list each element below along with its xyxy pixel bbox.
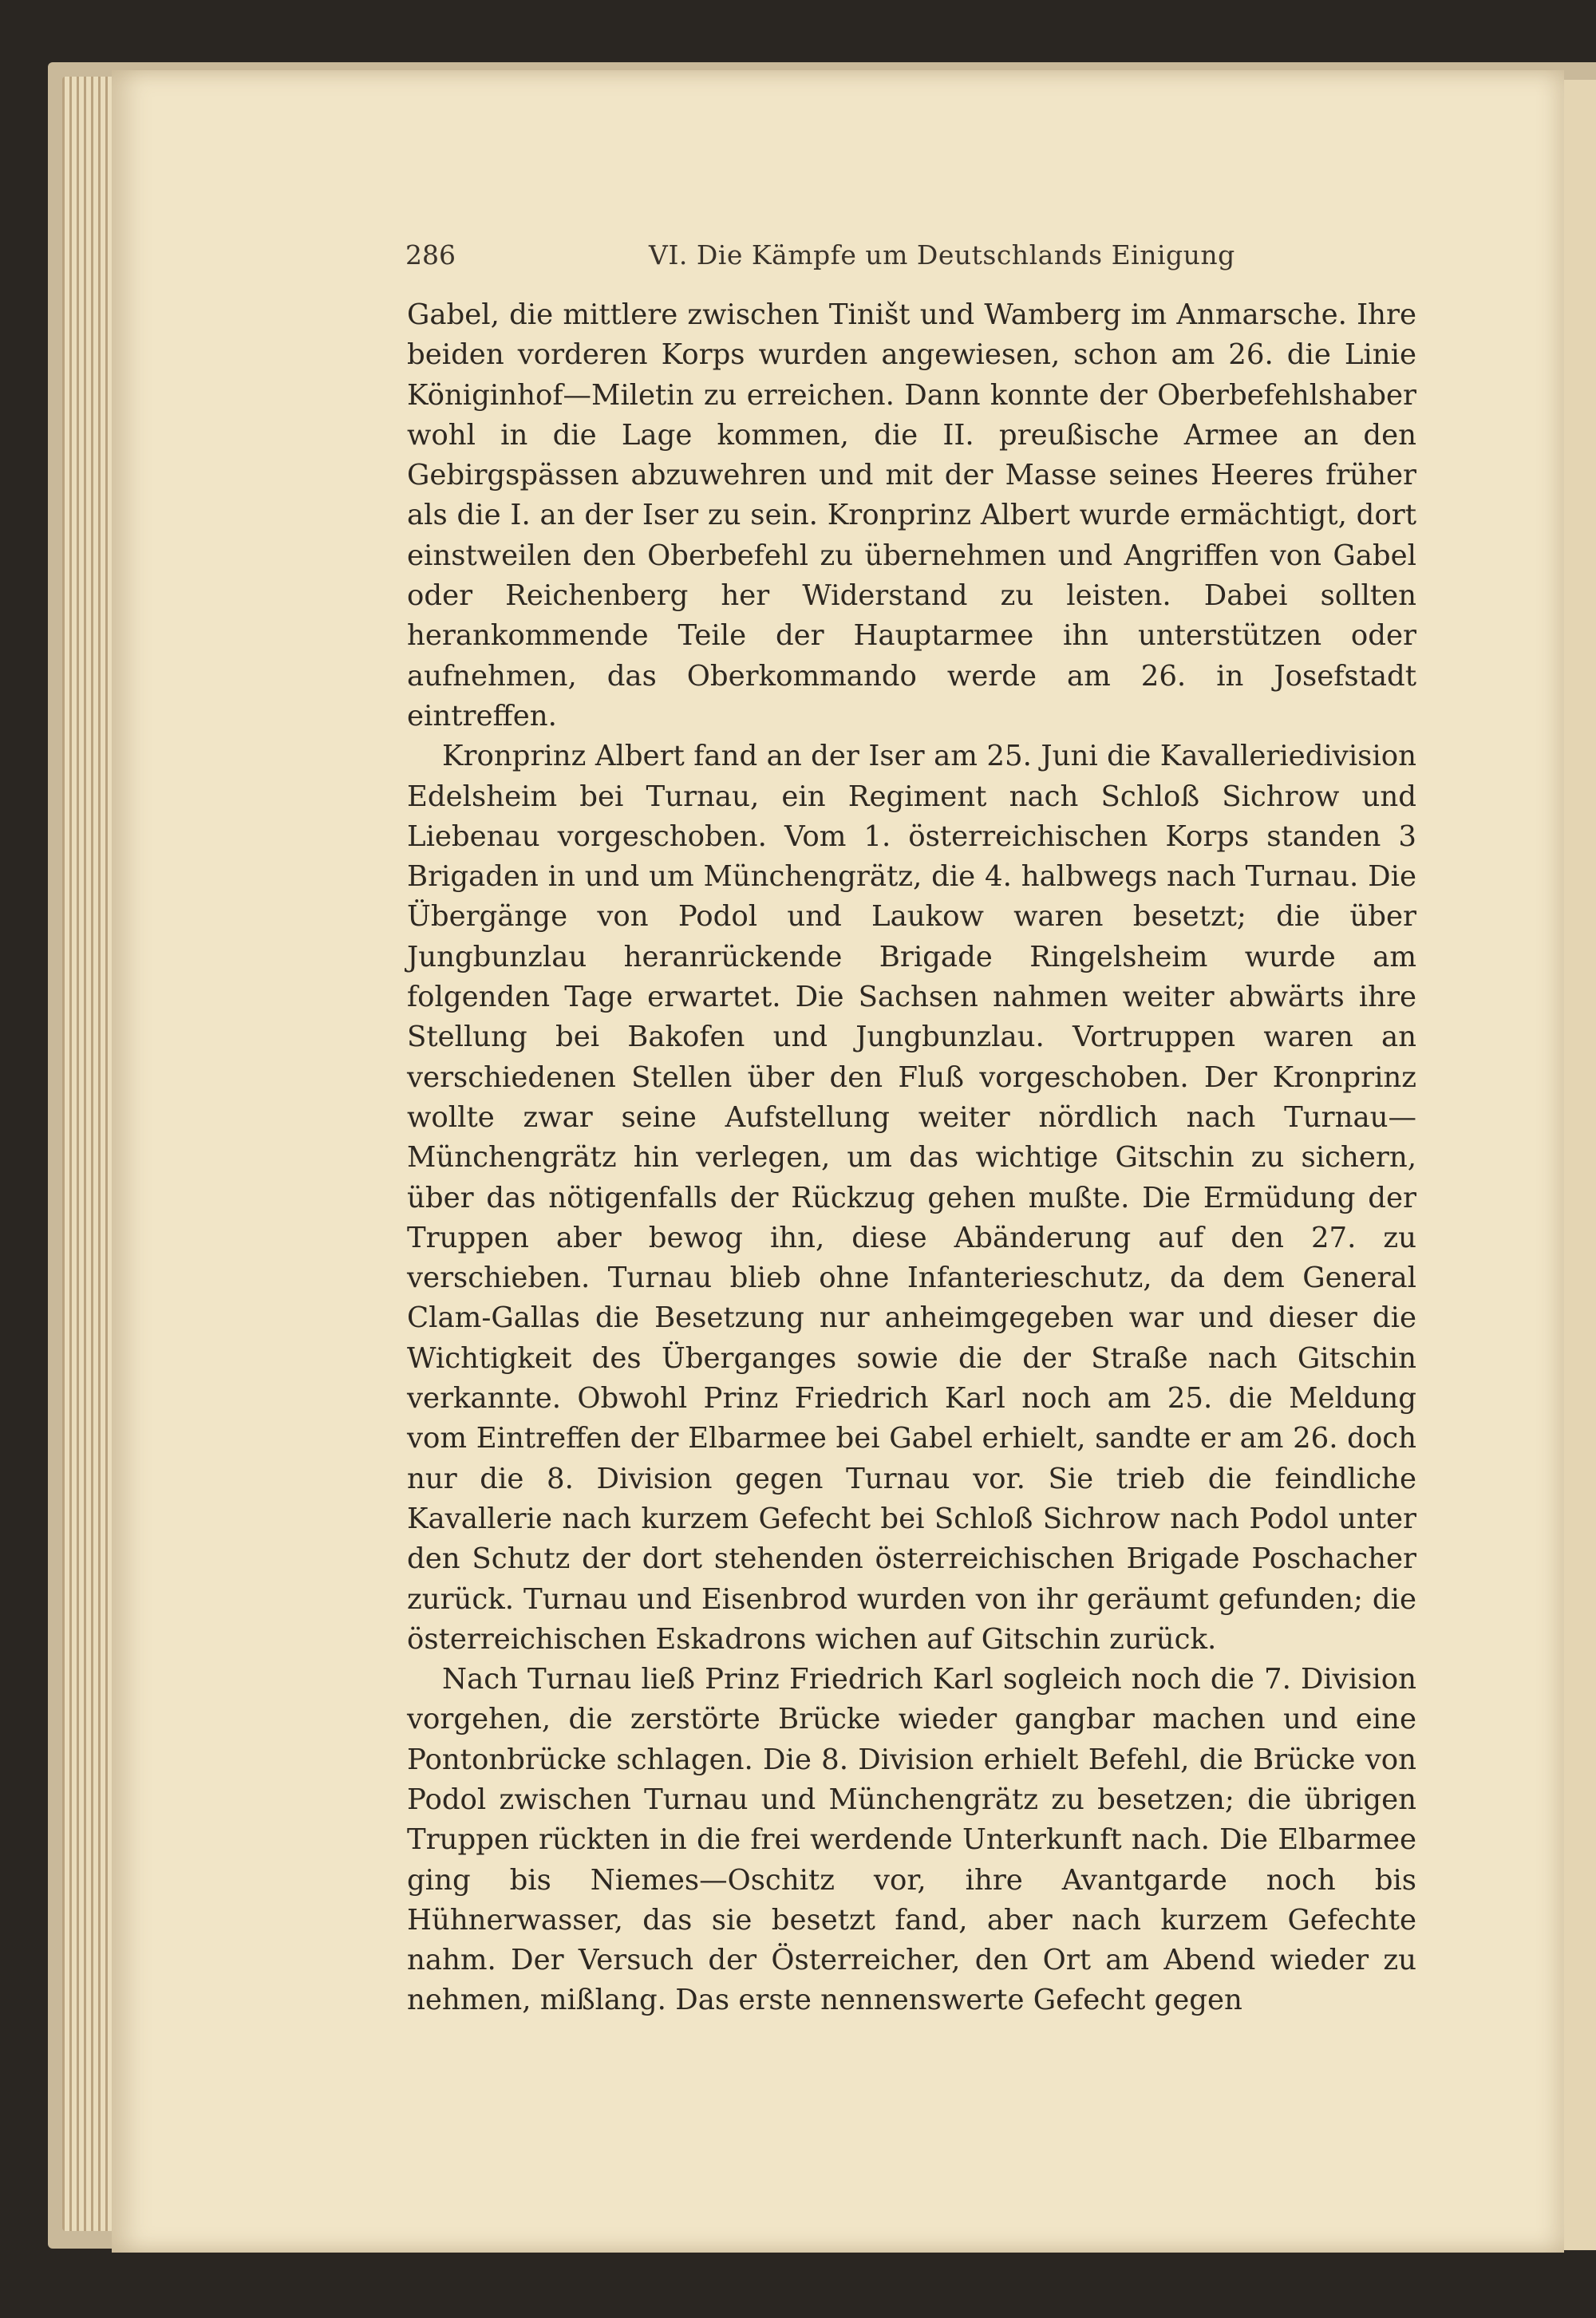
body-text xyxy=(407,295,1416,2021)
paragraph-1: Gabel, die mittlere zwischen Tiništ und Wamberg im Anmarsche. Ihre beiden vorderen Korps wurden angewiesen, schon am 26. die Linie Königinhof—Miletin zu erreichen. Dann konnte der Oberbefehlshaber wohl in die Lage kommen, die II. preußische Armee an den Gebirgspässen abzuwehren und mit der Masse seines Heeres früher als die I. an der Iser zu sein. Kronprinz Albert wurde ermächtigt, dort einstweilen den Oberbefehl zu übernehmen und Angriffen von Gabel oder Reichenberg her Widerstand zu leisten. Dabei sollten herankommende Teile der Hauptarmee ihn unterstützen oder aufnehmen, das Oberkommando werde am 26. in Josefstadt eintreffen. xyxy=(407,298,1416,733)
paragraph-2: Kronprinz Albert fand an der Iser am 25. Juni die Kavalleriedivision Edelsheim bei Turnau, ein Regiment nach Schloß Sichrow und Liebenau vorgeschoben. Vom 1. österreichischen Korps standen 3 Brigaden in und um Münchengrätz, die 4. halbwegs nach Turnau. Die Übergänge von Podol und Laukow waren besetzt; die über Jungbunzlau heranrückende Brigade Ringelsheim wurde am folgenden Tage erwartet. Die Sachsen nahmen weiter abwärts ihre Stellung bei Bakofen und Jungbunzlau. Vortruppen waren an verschiedenen Stellen über den Fluß vorgeschoben. Der Kronprinz wollte zwar seine Aufstellung weiter nördlich nach Turnau—Münchengrätz hin verlegen, um das wichtige Gitschin zu sichern, über das nötigenfalls der Rückzug gehen mußte. Die Ermüdung der Truppen aber bewog ihn, diese Abänderung auf den 27. zu verschieben. Turnau blieb ohne Infanterieschutz, da dem General Clam-Gallas die Besetzung nur anheimgegeben war und dieser die Wichtigkeit des Überganges sowie die der Straße nach Gitschin verkannte. Obwohl Prinz Friedrich Karl noch am 25. die Meldung vom Eintreffen der Elbarmee bei Gabel erhielt, sandte er am 26. doch nur die 8. Division gegen Turnau vor. Sie trieb die feindliche Kavallerie nach kurzem Gefecht bei Schloß Sichrow nach Podol unter den Schutz der dort stehenden österreichischen Brigade Poschacher zurück. Turnau und Eisenbrod wurden von ihr geräumt gefunden; die österreichischen Eskadrons wichen auf Gitschin zurück. xyxy=(407,740,1416,1656)
paragraph-3: Nach Turnau ließ Prinz Friedrich Karl sogleich noch die 7. Division vorgehen, die zerstörte Brücke wieder gangbar machen und eine Pontonbrücke schlagen. Die 8. Division erhielt Befehl, die Brücke von Podol zwischen Turnau und Münchengrätz zu besetzen; die übrigen Truppen rückten in die frei werdende Unterkunft nach. Die Elbarmee ging bis Niemes—Oschitz vor, ihre Avantgarde noch bis Hühnerwasser, das sie besetzt fand, aber nach kurzem Gefechte nahm. Der Versuch der Österreicher, den Ort am Abend wieder zu nehmen, mißlang. Das erste nennenswerte Gefecht gegen xyxy=(407,1663,1416,2017)
running-title: VI. Die Kämpfe um Deutschlands Einigung xyxy=(649,239,1235,270)
page-header xyxy=(405,239,1419,279)
page-number: 286 xyxy=(405,239,456,270)
facing-page-edge xyxy=(1564,80,1596,2250)
page-stack-edges xyxy=(62,77,118,2231)
